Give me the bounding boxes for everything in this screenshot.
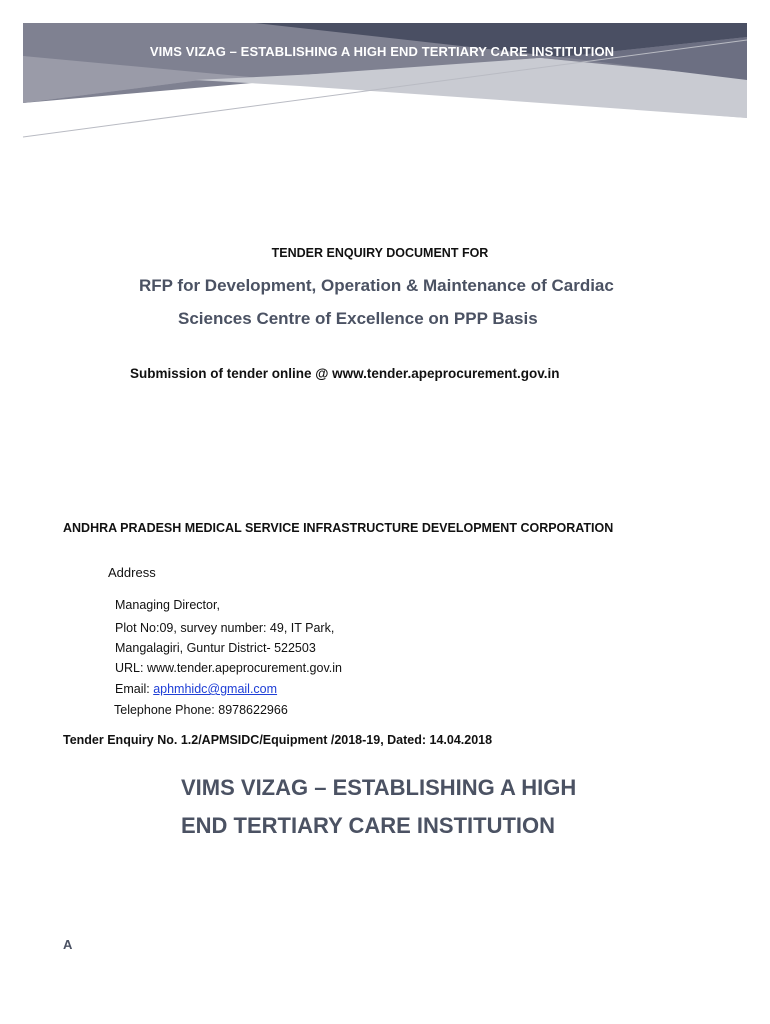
main-title-line-2: END TERTIARY CARE INSTITUTION <box>181 813 556 838</box>
address-url: URL: www.tender.apeprocurement.gov.in <box>115 661 342 675</box>
banner-graphic <box>0 0 770 150</box>
main-title-line-1: VIMS VIZAG – ESTABLISHING A HIGH <box>181 775 577 800</box>
header-banner <box>0 0 770 150</box>
address-line-2: Mangalagiri, Guntur District- 522503 <box>115 641 316 655</box>
rfp-title-line-1: RFP for Development, Operation & Maintenance of Cardiac <box>139 276 614 295</box>
corporation-name: ANDHRA PRADESH MEDICAL SERVICE INFRASTRUCTURE DEVELOPMENT CORPORATION <box>63 521 614 535</box>
address-label: Address <box>108 565 156 580</box>
address-designation: Managing Director, <box>115 598 220 612</box>
section-heading: A <box>63 937 73 952</box>
address-email <box>115 682 277 696</box>
tender-enquiry-number: Tender Enquiry No. 1.2/APMSIDC/Equipment /2018-19, Dated: 14.04.2018 <box>63 733 493 747</box>
rfp-title-line-2: Sciences Centre of Excellence on PPP Basis <box>178 309 538 328</box>
banner-title: VIMS VIZAG – ESTABLISHING A HIGH END TERTIARY CARE INSTITUTION <box>149 44 615 59</box>
email-link[interactable]: aphmhidc@gmail.com <box>153 682 278 696</box>
email-label: Email: <box>115 682 154 696</box>
document-label: TENDER ENQUIRY DOCUMENT FOR <box>271 246 489 260</box>
address-phone: Telephone Phone: 8978622966 <box>114 703 288 717</box>
submission-note: Submission of tender online @ www.tender.apeprocurement.gov.in <box>130 366 560 381</box>
address-line-1: Plot No:09, survey number: 49, IT Park, <box>115 621 335 635</box>
